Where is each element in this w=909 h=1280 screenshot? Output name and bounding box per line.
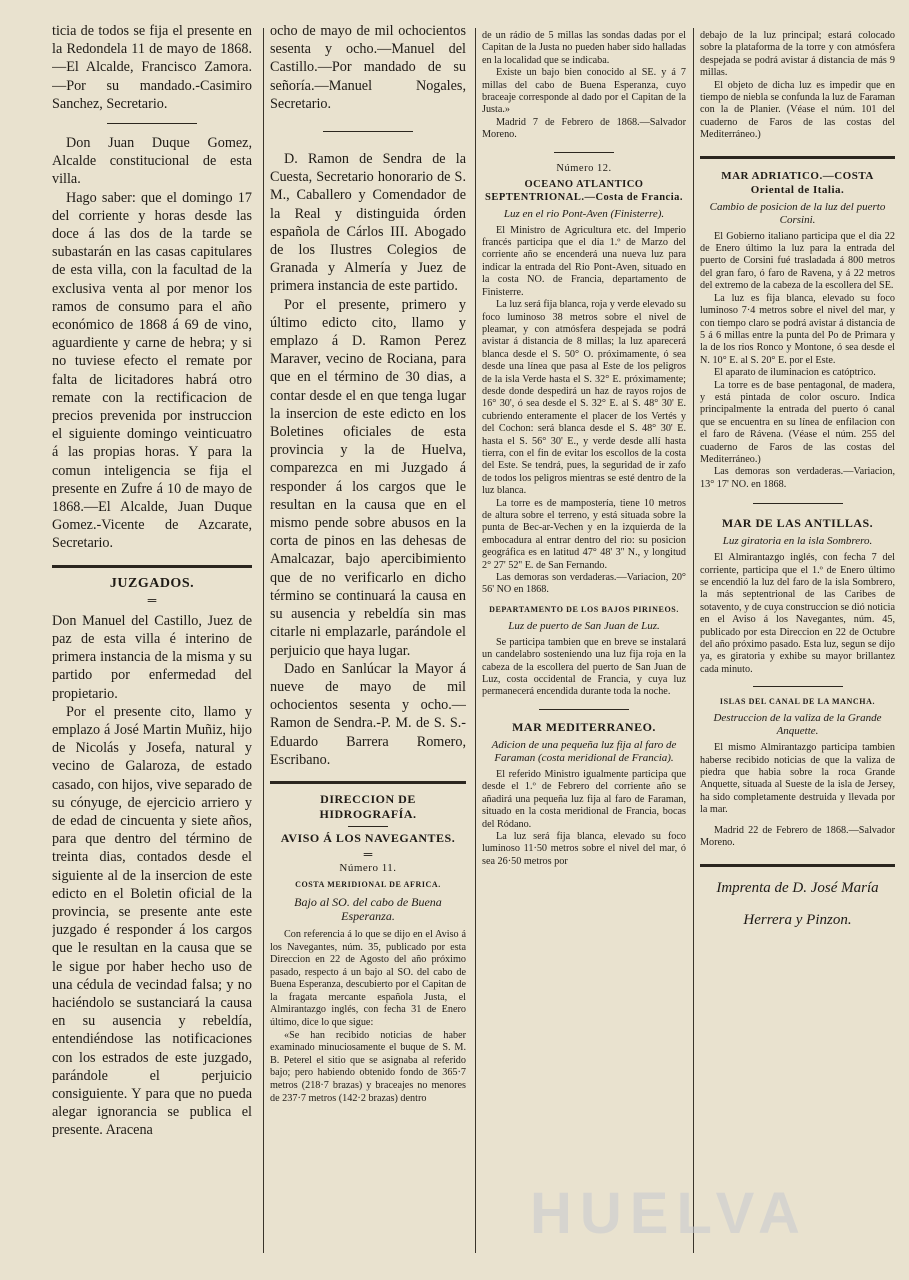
paragraph: La luz es fija blanca, elevado su foco luminoso 7·4 metros sobre el nivel del mar, y con tiempo claro se podrá avistar á distancia de 5 á 6 millas entre la punta del Po de Primara y la de los rios Ronco y Montone, ó sea desde el N. 10° E. al S. 20° E. por el Este. [700,292,895,366]
column-3 [482,30,686,868]
paragraph: Por el presente cito, llamo y emplazo á José Martin Muñiz, hijo de Nicolás y Josefa, natural y vecino de Galaroza, de estado casado, con hijos, vive separado de su cónyuge, de ejercicio arriero y de edad de cincuenta y siete años, para que dentro del término de treinta dias, contados desde el siguiente al de la insercion de este edicto en el Boletin oficial de la provincia, se presente ante este juzgado é responder á los cargos que le resultan en la causa que se le sigue por haber hecho uso de una cédula de vecindad falsa; y no haciéndolo se sustanciará la causa en su ausencia y rebeldía, entendiéndose las notificaciones con los estrados de este juzgado, parándole el perjuicio consiguiente. Y para que no pueda alegar ignorancia se publica el presente. Aracena [52,703,252,1139]
paragraph: Madrid 7 de Febrero de 1868.—Salvador Moreno. [482,116,686,141]
paragraph: El referido Ministro igualmente participa que desde el 1.º de Febrero del corriente año se añadirá una pequeña luz fija al faro de Faraman, situado en la costa meridional de Francia, bocas del Ródano. [482,768,686,830]
paragraph: La torre es de mampostería, tiene 10 metros de altura sobre el terreno, y está situada sobre la punta de Bec-ar-Vechen y en la izquierda de la embocadura al entrar dentro del rio: su posicion geográfica es en latitud 47° 48' 3'' N., y longitud 2° 27' 52'' E. de San Fernando. [482,497,686,571]
paragraph: El mismo Almirantazgo participa tambien haberse recibido noticias de que la valiza de piedra que habia sobre la roca Grande Anquette, situada al Sueste de la isla de Jersey, ha sido completamente destruida y llevada por la mar. [700,742,895,816]
subheading: Adicion de una pequeña luz fija al faro de Faraman (costa meridional de Francia). [491,738,677,764]
section-divider [52,565,252,568]
paragraph: Hago saber: que el domingo 17 del corriente y horas desde las doce á las dos de la tarde se subastarán en las casas capitulares de esta villa, con la facultad de la exclusiva venta al por menor los ramos de consumo para el año económico de 1868 á 69 de vino, aguardiente y carne de hebra; y si no tuviese efecto el remate por falta de licitadores habrá otro remate con la rectificacion de precios prevenida por instruccion el siguiente domingo veinticuatro á las propias horas. Y para la comun inteligencia se fija el presente en Zufre á 10 de mayo de 1868.—El Alcalde, Juan Duque Gomez.-Vicente de Azcarate, Secretario. [52,189,252,552]
printer-credit: Herrera y Pinzon. [743,911,852,928]
paragraph: Se participa tambien que en breve se instalará un candelabro sosteniendo una luz fija roja en la cabeza de la escollera del puerto de San Juan de Luz, costa occidental de Francia, y cuya luz permanecerá encendida durante toda la noche. [482,636,686,698]
printer-credit: Imprenta de D. José María [716,879,879,896]
subheading: Cambio de posicion de la luz del puerto Corsini. [709,200,886,226]
section-divider [700,864,895,867]
divider [539,709,629,710]
paragraph: El Gobierno italiano participa que el dia 22 de Enero último la luz para la entrada del puerto de Corsini fué trasladada á 800 metros del gran faro, ó faro de Ravena, y á 22 metros del extremo de la cabeza de la escollera del SE. [700,230,895,292]
subheading: Luz giratoria en la isla Sombrero. [722,535,873,548]
paragraph: Dado en Sanlúcar la Mayor á nueve de mayo de mil ochocientos sesenta y ocho.—Ramon de Sendra.-P. M. de S. S.-Eduardo Barrera Romero, Escribano. [270,660,466,768]
column-rule [475,28,476,1253]
paragraph: ocho de mayo de mil ochocientos sesenta y ocho.—Manuel del Castillo.—Por mandado de su señoría.—Manuel Nogales, Secretario. [270,23,466,112]
paragraph: El Almirantazgo inglés, con fecha 7 del corriente, participa que el 1.º de Enero último se encendió la luz del faro de la isla Sombrero, la más septentrional de las Caribes de sotavento, y de cuya construccion se dió noticia en el Aviso á los Navegantes, núm. 45, publicado por esta Direccion en 22 de Octubre del año próximo pasado. Esta luz, segun se dijo ya, es giratoria y exhibe su mayor brillantez cada minuto. [700,552,895,675]
paragraph: La luz será fija blanca, elevado su foco luminoso 11·50 metros sobre el nivel del mar, ó sea 26·50 metros por [482,830,686,867]
divider [107,123,197,124]
divider [348,826,388,827]
paragraph: El objeto de dicha luz es impedir que en tiempo de niebla se confunda la luz de Faraman con la de Planier. (Véase el núm. 101 del cuaderno de Faros de las costas del Mediterráneo.) [700,79,895,141]
subheading: Luz de puerto de San Juan de Luz. [508,619,660,632]
paragraph: Existe un bajo bien conocido al SE. y á 7 millas del cabo de Buena Esperanza, cuyo braceaje corresponde al dado por el Capitan de la Justa.» [482,67,686,116]
heading-ornament: ═ [147,592,157,607]
section-divider [700,156,895,159]
paragraph: Por el presente, primero y último edicto cito, llamo y emplazo á D. Ramon Perez Maraver, vecino de Rociana, para que en el término de 30 dias, a contar desde el en que tenga lugar la insercion de este edicto en los Boletines oficiales de esta provincia y la de Huelva, comparezca en mi Juzgado á responder á los cargos que le resultan en la causa que en el mismo pende sobre abusos en la corta de pinos en las dehesas de Amalcazar, bajo apercibimiento que de no verificarlo en dicho término se continuará la causa en su ausencia y rebeldía sin mas citarle ni emplazarle, parándole el perjuicio que haya lugar. [270,296,466,659]
paragraph: El aparato de iluminacion es catóptrico. [714,367,876,379]
paragraph: La luz será fija blanca, roja y verde elevado su foco luminoso 38 metros sobre el nivel de pleamar, y con atmósfera despejada se podrá avistar á distancia de 8 millas; la luz aparecerá blanca desde el S. 50° O. próximamente, ó sea desde una línea que pasa al Este de los peligros de la isla Verde hasta el S. 32° E. próximamente; desde donde despedirá un haz de rayos rojos de 16° 30', ó sea desde el S. 32° E. al S. 48° 30' E. cubriendo enteramente el placer de los Vertés y del Cochon: será blanca desde el S. 48° 30' E. hasta el S. 56° 30' E., y verde desde allí hasta tierra, con el fin de evitar los escollos de la costa del Este. Se tendrá, pues, la seguridad de ir zafo de todos los peligros mientras se esté dentro de la luz blanca. [482,299,686,497]
region-label: COSTA MERIDIONAL DE AFRICA. [295,879,441,889]
paragraph: «Se han recibido noticias de haber examinado minuciosamente el buque de S. M. B. Peterel el sitio que se asignaba al referido bajo; pero habiendo obtenido fondo de 365·7 metros (218·7 brazas) y braceajes no menores de 237·7 metros (142·2 brazas) dentro [270,1029,466,1104]
paragraph: ticia de todos se fija el presente en la Redondela 11 de mayo de 1868.—El Alcalde, Francisco Zamora.—Por su mandado.-Casimiro Sanchez, Secretario. [52,23,252,112]
divider [753,686,843,687]
section-heading: DIRECCION DE HIDROGRAFÍA. [319,791,417,821]
section-heading: JUZGADOS. [109,575,195,591]
paragraph: debajo de la luz principal; estará colocado sobre la plataforma de la torre y con atmósfera despejada se podrá avistar á distancia de más 9 millas. [700,30,895,79]
subheading: Bajo al SO. del cabo de Buena Esperanza. [294,894,442,923]
notice-number: Número 11. [339,861,397,874]
paragraph: Don Juan Duque Gomez, Alcalde constitucional de esta villa. [52,135,252,188]
section-heading: MAR MEDITERRANEO. [512,719,656,734]
region-label: ISLAS DEL CANAL DE LA MANCHA. [719,697,876,707]
section-heading: OCEANO ATLANTICO SEPTENTRIONAL.—Costa de Francia. [484,178,683,203]
paragraph: Madrid 22 de Febrero de 1868.—Salvador Moreno. [700,824,895,849]
divider [323,131,413,132]
divider [753,503,843,504]
subheading: Destruccion de la valiza de la Grande Anquette. [713,712,882,738]
notice-number: Número 12. [556,162,612,174]
subheading: Luz en el rio Pont-Aven (Finisterre). [503,207,665,220]
paragraph: D. Ramon de Sendra de la Cuesta, Secretario honorario de S. M., Caballero y Comendador de la Real y distinguida órden española de Cárlos III. Abogado de los Ilustres Colegios de Granada y Almería y Juez de primera instancia de este partido. [270,151,466,295]
heading-ornament: ═ [363,846,373,861]
paragraph: de un rádio de 5 millas las sondas dadas por el Capitan de la Justa no pueden haber sido halladas en la localidad que se indicaba. [482,30,686,66]
column-1 [52,22,252,1140]
divider [554,152,614,153]
section-divider [270,781,466,784]
paragraph: Con referencia á lo que se dijo en el Aviso á los Navegantes, núm. 35, publicado por esta Direccion en 22 de Agosto del año próximo pasado, respecto á un bajo al SO. del cabo de Buena Esperanza, descubierto por el Capitan de la fragata mercante española Justa, el Almirantazgo inglés, con fecha 31 de Enero último, dice lo que sigue: [270,928,466,1029]
region-label: DEPARTAMENTO DE LOS BAJOS PIRINEOS. [489,604,679,614]
paragraph: Las demoras son verdaderas.—Variacion, 20° 56' NO en 1868. [482,572,686,596]
paragraph: La torre es de base pentagonal, de madera, y está pintada de color oscuro. Indica principalmente la entrada del puerto ó canal que se encuentra en su línea de enfilacion con el faro de Rávena. (Véase el núm. 255 del cuaderno de Faros de las costas del Mediterráneo.) [700,379,895,465]
section-heading: MAR ADRIATICO.—COSTA Oriental de Italia. [721,169,874,196]
column-rule [693,28,694,1253]
paragraph: Don Manuel del Castillo, Juez de paz de esta villa é interino de primera instancia de la misma y su partido por enfermedad del propietario. [52,612,252,702]
section-heading: AVISO Á LOS NAVEGANTES. [280,830,456,845]
archive-watermark: HUELVA [530,1181,808,1246]
column-2 [270,22,466,1105]
column-rule [263,28,264,1253]
column-4 [700,30,895,933]
paragraph: El Ministro de Agricultura etc. del Imperio francés participa que el dia 1.º de Marzo del corriente año se encenderá una nueva luz para indicar la entrada del Rio Pont-Aven, situado en la costa NO. de Francia, departamento de Finisterre. [482,224,686,298]
paragraph: Las demoras son verdaderas.—Variacion, 13° 17' NO. en 1868. [700,466,895,490]
section-heading: MAR DE LAS ANTILLAS. [721,516,874,531]
